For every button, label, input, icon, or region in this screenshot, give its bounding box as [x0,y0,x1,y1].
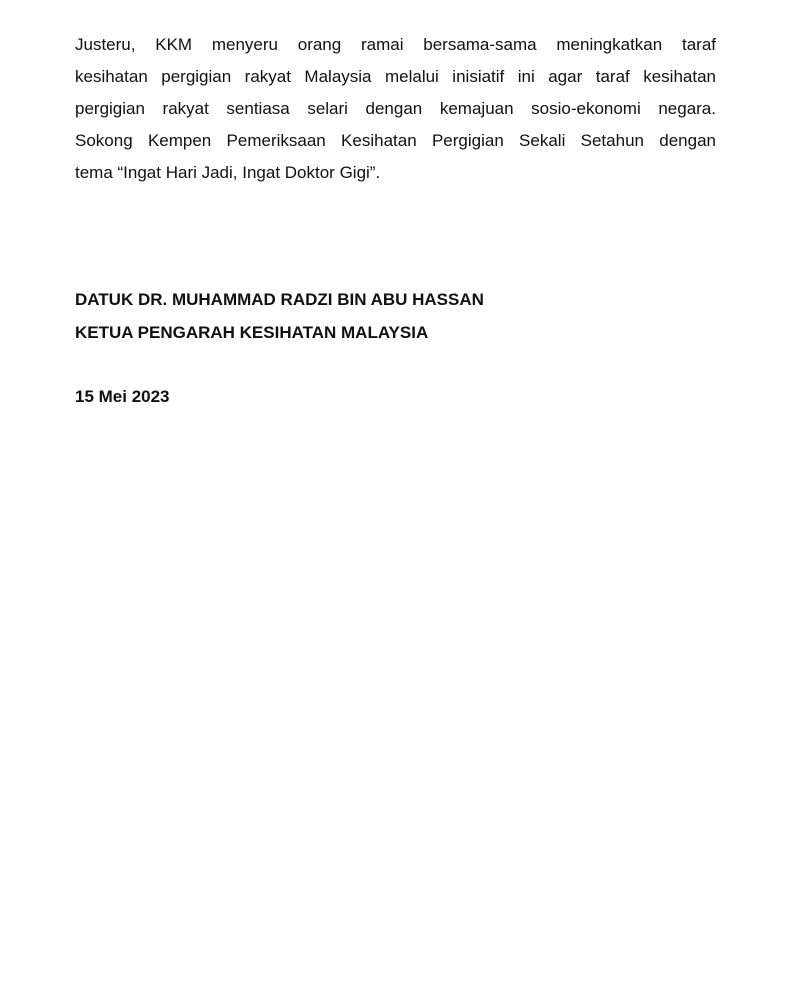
paragraph-line: Sokong Kempen Pemeriksaan Kesihatan Pergigian Sekali Setahun dengan [75,131,716,150]
body-paragraph [75,29,716,189]
signatory-title: KETUA PENGARAH KESIHATAN MALAYSIA [75,323,429,342]
signatory-name: DATUK DR. MUHAMMAD RADZI BIN ABU HASSAN [75,290,484,309]
paragraph-line: pergigian rakyat sentiasa selari dengan kemajuan sosio-ekonomi negara. [75,99,716,118]
paragraph-line: kesihatan pergigian rakyat Malaysia melalui inisiatif ini agar taraf kesihatan [75,67,716,86]
paragraph-line: Justeru, KKM menyeru orang ramai bersama-sama meningkatkan taraf [75,35,716,54]
document-date: 15 Mei 2023 [75,387,170,406]
paragraph-line: tema “Ingat Hari Jadi, Ingat Doktor Gigi”. [75,163,381,182]
